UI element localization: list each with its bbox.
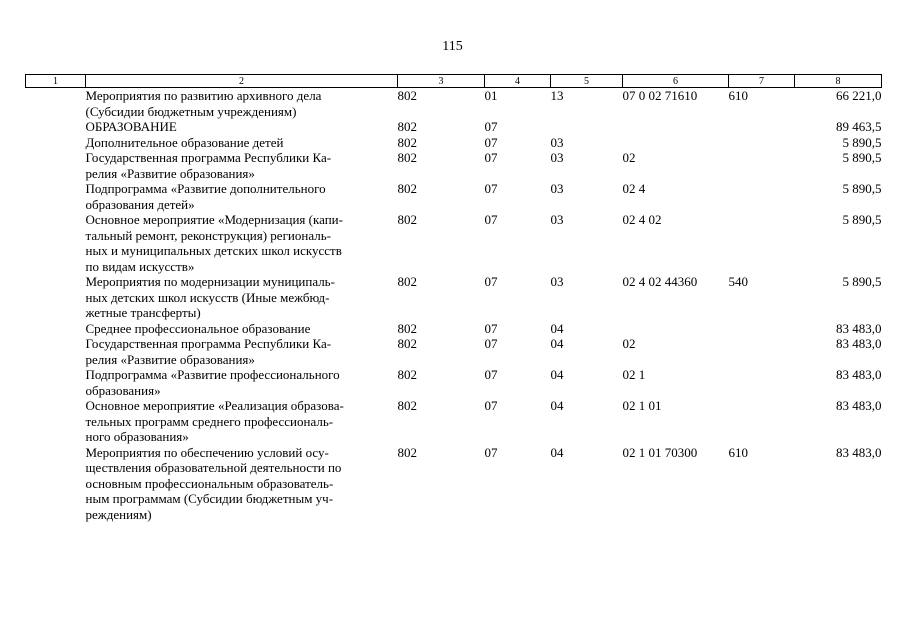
cell-amount: 66 221,0 <box>836 88 882 103</box>
cell-name <box>86 398 398 445</box>
name-line: ществления образовательной деятельности по <box>85 460 342 475</box>
cell-subsection: 03 <box>550 212 564 227</box>
cell-empty <box>26 88 86 120</box>
cell-ministry-code: 802 <box>397 119 417 134</box>
cell-ministry-code: 802 <box>397 212 417 227</box>
name-line: тельных программ среднего профессиональ- <box>85 413 334 429</box>
table-row <box>26 88 882 120</box>
name-line: ного образования» <box>85 429 189 444</box>
name-line: ОБРАЗОВАНИЕ <box>85 119 177 134</box>
cell-target-article <box>623 119 729 135</box>
column-header-4: 4 <box>485 75 551 88</box>
cell-name <box>86 212 398 274</box>
cell-empty <box>26 119 86 135</box>
cell-empty <box>26 336 86 367</box>
cell-name <box>86 274 398 321</box>
table-row <box>26 135 882 151</box>
name-line: ным программам (Субсидии бюджетным уч- <box>85 491 334 506</box>
cell-name <box>86 445 398 523</box>
cell-ministry-code: 802 <box>397 336 417 351</box>
cell-section: 01 <box>484 88 498 103</box>
cell-name <box>86 336 398 367</box>
table-row <box>26 181 882 212</box>
name-line: Государственная программа Республики Ка- <box>85 336 332 351</box>
cell-target-article: 02 1 01 <box>622 398 662 413</box>
name-line: Дополнительное образование детей <box>85 134 284 150</box>
table-row <box>26 150 882 181</box>
cell-amount: 83 483,0 <box>836 320 882 336</box>
cell-amount: 83 483,0 <box>836 336 882 351</box>
cell-target-article: 02 4 02 <box>622 212 662 227</box>
cell-ministry-code: 802 <box>397 444 417 460</box>
cell-expense-type <box>729 321 795 337</box>
cell-section: 07 <box>484 367 498 382</box>
cell-expense-type <box>729 150 795 181</box>
cell-subsection: 04 <box>550 444 564 460</box>
cell-amount: 5 890,5 <box>842 212 882 227</box>
column-header-8: 8 <box>795 75 882 88</box>
cell-amount: 83 483,0 <box>836 444 882 460</box>
cell-name <box>86 150 398 181</box>
name-line: образования детей» <box>85 196 195 212</box>
cell-section: 07 <box>484 320 498 336</box>
cell-name <box>86 135 398 151</box>
cell-section: 07 <box>484 398 498 413</box>
cell-subsection: 03 <box>550 150 564 165</box>
name-line: Основное мероприятие «Реализация образова- <box>85 398 344 413</box>
cell-empty <box>26 321 86 337</box>
cell-ministry-code: 802 <box>397 274 417 289</box>
cell-expense-type <box>729 212 795 274</box>
cell-target-article <box>623 321 729 337</box>
cell-ministry-code: 802 <box>397 88 417 103</box>
name-line: Среднее профессиональное образование <box>85 320 311 336</box>
name-line: релия «Развитие образования» <box>85 165 255 181</box>
column-header-5: 5 <box>551 75 623 88</box>
cell-empty <box>26 445 86 523</box>
name-line: Подпрограмма «Развитие профессионального <box>85 367 340 382</box>
cell-subsection: 03 <box>550 134 564 150</box>
cell-section: 07 <box>484 444 498 460</box>
cell-expense-type <box>729 135 795 151</box>
cell-expense-type: 610 <box>728 88 748 103</box>
cell-amount: 89 463,5 <box>836 119 882 134</box>
cell-target-article: 02 1 <box>622 367 646 382</box>
name-line: (Субсидии бюджетным учреждениям) <box>85 103 297 119</box>
cell-ministry-code: 802 <box>397 320 417 336</box>
name-line: ных и муниципальных детских школ искусств <box>85 243 342 258</box>
cell-expense-type <box>729 119 795 135</box>
cell-target-article: 02 4 02 44360 <box>622 274 698 289</box>
column-number-row <box>26 75 882 88</box>
table-row <box>26 119 882 135</box>
name-line: Мероприятия по обеспечению условий осу- <box>85 444 329 460</box>
name-line: Подпрограмма «Развитие дополнительного <box>85 181 326 196</box>
cell-subsection: 03 <box>550 274 564 289</box>
cell-subsection <box>551 119 623 135</box>
cell-subsection: 03 <box>550 181 564 196</box>
table-row <box>26 336 882 367</box>
budget-table <box>25 74 882 522</box>
cell-section: 07 <box>484 212 498 227</box>
cell-empty <box>26 398 86 445</box>
name-line: Основное мероприятие «Модернизация (капи- <box>85 212 343 227</box>
cell-expense-type <box>729 398 795 445</box>
name-line: по видам искусств» <box>85 258 195 274</box>
cell-empty <box>26 181 86 212</box>
name-line: реждениям) <box>85 506 152 522</box>
cell-target-article: 07 0 02 71610 <box>622 88 698 103</box>
cell-amount: 5 890,5 <box>842 274 882 289</box>
cell-subsection: 04 <box>550 367 564 382</box>
cell-ministry-code: 802 <box>397 367 417 382</box>
cell-ministry-code: 802 <box>397 181 417 196</box>
cell-empty <box>26 367 86 398</box>
name-line: образования» <box>85 382 161 398</box>
cell-empty <box>26 135 86 151</box>
cell-ministry-code: 802 <box>397 134 417 150</box>
table-row <box>26 274 882 321</box>
cell-expense-type <box>729 181 795 212</box>
name-line: Государственная программа Республики Ка- <box>85 150 332 165</box>
cell-target-article: 02 4 <box>622 181 646 196</box>
cell-subsection: 04 <box>550 398 564 413</box>
cell-amount: 5 890,5 <box>842 150 882 165</box>
cell-target-article: 02 <box>622 150 636 165</box>
column-header-1: 1 <box>26 75 86 88</box>
table-header <box>26 75 882 88</box>
name-line: основным профессиональным образователь- <box>85 475 334 491</box>
name-line: Мероприятия по модернизации муниципаль- <box>85 274 335 289</box>
column-header-2: 2 <box>86 75 398 88</box>
cell-section: 07 <box>484 119 498 134</box>
table-row <box>26 398 882 445</box>
name-line: релия «Развитие образования» <box>85 351 255 367</box>
cell-subsection: 04 <box>550 336 564 351</box>
cell-target-article: 02 <box>622 336 636 351</box>
name-line: жетные трансферты) <box>85 305 201 320</box>
cell-section: 07 <box>484 336 498 351</box>
cell-target-article: 02 1 01 70300 <box>622 444 698 460</box>
cell-ministry-code: 802 <box>397 398 417 413</box>
cell-target-article <box>623 135 729 151</box>
cell-section: 07 <box>484 181 498 196</box>
cell-name <box>86 321 398 337</box>
cell-ministry-code: 802 <box>397 150 417 165</box>
page-number: 115 <box>442 39 463 54</box>
column-header-6: 6 <box>623 75 729 88</box>
cell-expense-type: 540 <box>728 274 748 289</box>
column-header-7: 7 <box>729 75 795 88</box>
cell-amount: 5 890,5 <box>842 134 882 150</box>
cell-empty <box>26 212 86 274</box>
cell-empty <box>26 274 86 321</box>
name-line: ных детских школ искусств (Иные межбюд- <box>85 289 330 305</box>
cell-section: 07 <box>484 274 498 289</box>
cell-section: 07 <box>484 150 498 165</box>
table-row <box>26 367 882 398</box>
cell-name <box>86 181 398 212</box>
cell-expense-type <box>729 367 795 398</box>
name-line: Мероприятия по развитию архивного дела <box>85 88 322 103</box>
table-row <box>26 445 882 523</box>
cell-name <box>86 367 398 398</box>
table-row <box>26 321 882 337</box>
name-line: тальный ремонт, реконструкция) региональ- <box>85 227 331 243</box>
cell-expense-type <box>729 336 795 367</box>
cell-name <box>86 119 398 135</box>
cell-name <box>86 88 398 120</box>
cell-amount: 5 890,5 <box>842 181 882 196</box>
cell-subsection: 04 <box>550 320 564 336</box>
cell-expense-type: 610 <box>728 444 748 460</box>
table-body <box>26 88 882 523</box>
column-header-3: 3 <box>398 75 485 88</box>
cell-section: 07 <box>484 134 498 150</box>
cell-subsection: 13 <box>550 88 564 103</box>
cell-empty <box>26 150 86 181</box>
cell-amount: 83 483,0 <box>836 398 882 413</box>
cell-amount: 83 483,0 <box>836 367 882 382</box>
table-row <box>26 212 882 274</box>
